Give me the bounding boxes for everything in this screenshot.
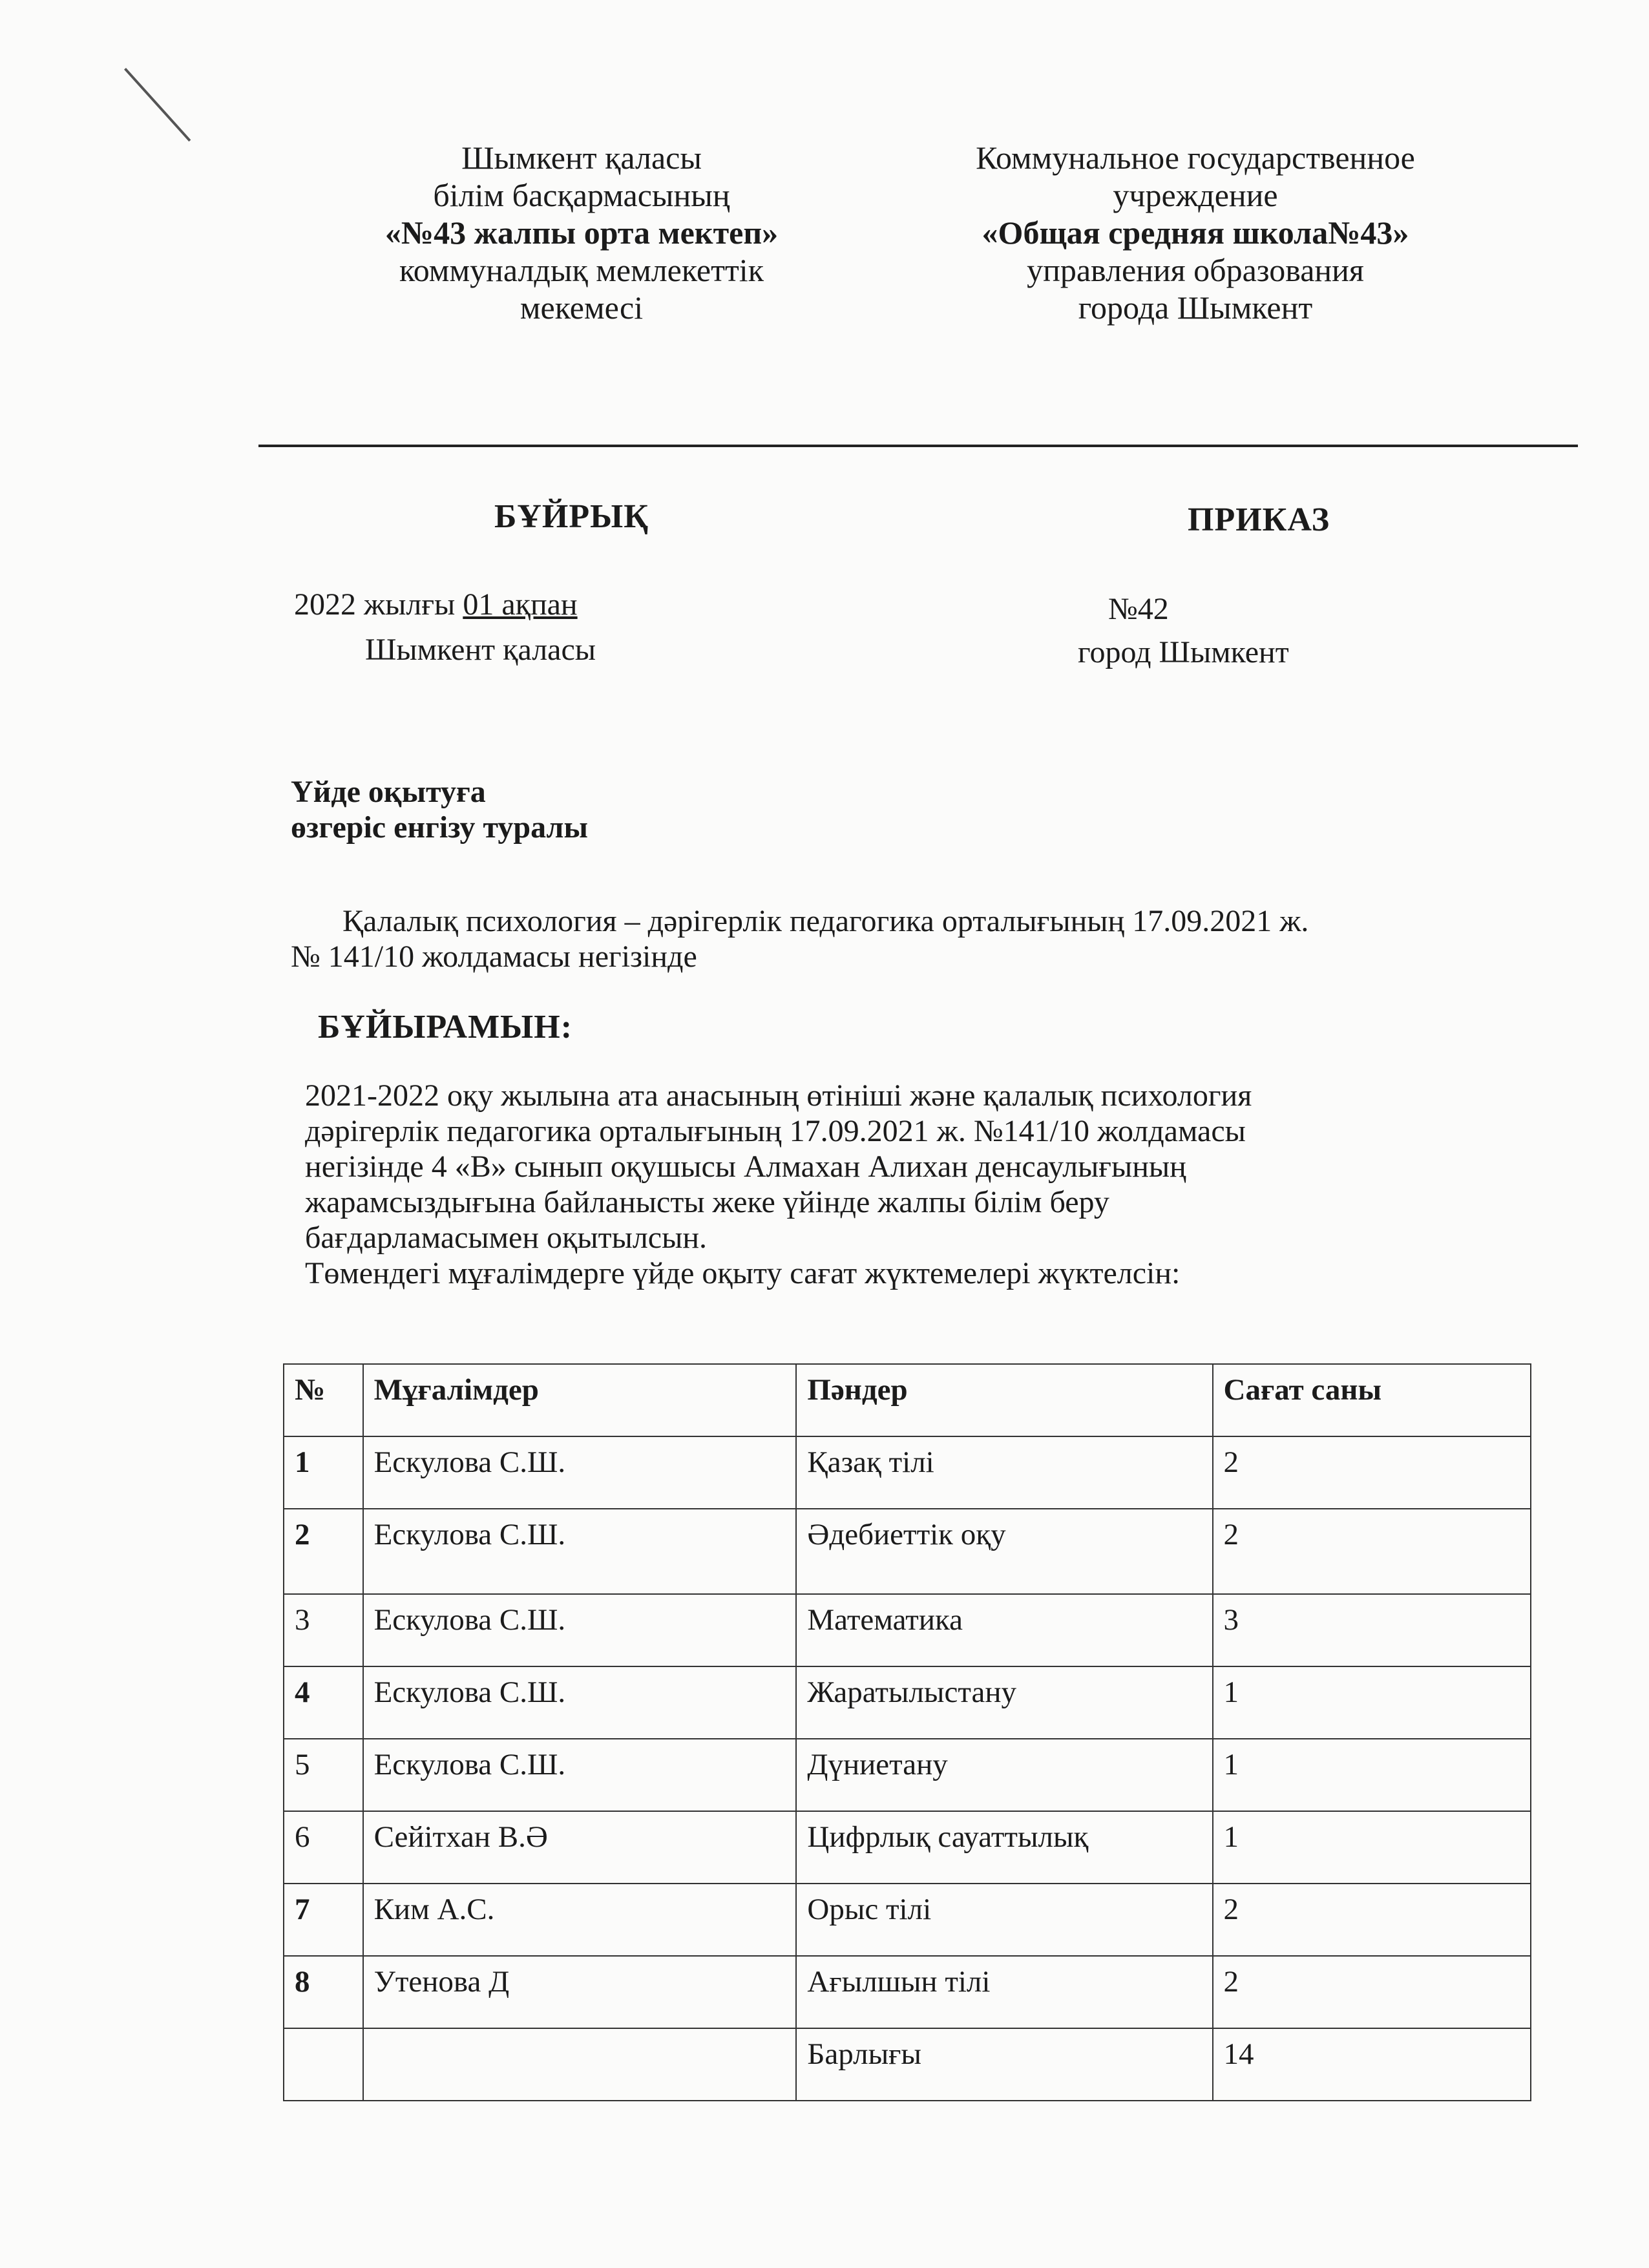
row-hours: 1 (1213, 1666, 1531, 1739)
table-row (284, 1739, 1531, 1811)
row-teacher: Ким А.С. (363, 1884, 797, 1956)
table-row (284, 1884, 1531, 1956)
row-subject: Әдебиеттік оқу (796, 1509, 1212, 1594)
header-kz-school: «№43 жалпы орта мектеп» (384, 215, 779, 251)
row-num: 6 (284, 1811, 363, 1884)
order-basis-line1: Қалалық психология – дәрігерлік педагогика орталығының 17.09.2021 ж. (342, 904, 1309, 938)
teachers-table (283, 1363, 1531, 2101)
row-hours: 14 (1213, 2028, 1531, 2101)
row-subject: Қазақ тілі (796, 1436, 1212, 1509)
header-subjects: Пәндер (796, 1364, 1212, 1436)
row-hours: 2 (1213, 1509, 1531, 1594)
order-city-ru: город Шымкент (1078, 635, 1289, 669)
order-title-kz: БҰЙРЫҚ (494, 498, 649, 535)
row-subject: Орыс тілі (796, 1884, 1212, 1956)
row-subject: Барлығы (796, 2028, 1212, 2101)
order-date (294, 587, 578, 622)
row-subject: Цифрлық сауаттылық (796, 1811, 1212, 1884)
header-hours: Сағат саны (1213, 1364, 1531, 1436)
table-header-row (284, 1364, 1531, 1436)
header-kz-line2: білім басқармасының (433, 177, 730, 213)
body-line: жарамсыздығына байланысты жеке үйінде жалпы білім беру (305, 1185, 1109, 1219)
header-ru-line5: города Шымкент (1078, 289, 1313, 326)
order-subject-line1: Үйде оқытуға (291, 775, 486, 809)
scan-mark (124, 68, 191, 142)
row-hours: 2 (1213, 1884, 1531, 1956)
body-line: бағдарламасымен оқытылсын. (305, 1221, 708, 1255)
row-num: 7 (284, 1884, 363, 1956)
header-ru-line4: управления образования (1027, 252, 1364, 288)
header-kz-line4: коммуналдық мемлекеттік (399, 252, 764, 288)
row-teacher: Сейітхан В.Ә (363, 1811, 797, 1884)
order-number: №42 (1108, 592, 1169, 626)
header-kz (323, 139, 840, 326)
row-num: 4 (284, 1666, 363, 1739)
row-hours: 3 (1213, 1594, 1531, 1666)
row-teacher: Ескулова С.Ш. (363, 1594, 797, 1666)
body-line: Төмендегі мұғалімдерге үйде оқыту сағат жүктемелері жүктелсін: (305, 1256, 1181, 1290)
order-date-day: 01 ақпан (463, 587, 578, 622)
table-row (284, 1666, 1531, 1739)
row-teacher: Ескулова С.Ш. (363, 1509, 797, 1594)
header-ru-line1: Коммунальное государственное (976, 140, 1415, 176)
row-teacher: Ескулова С.Ш. (363, 1666, 797, 1739)
table-row (284, 1594, 1531, 1666)
body-line: негізінде 4 «В» сынып оқушысы Алмахан Алихан денсаулығының (305, 1150, 1186, 1184)
header-num: № (284, 1364, 363, 1436)
header-kz-line5: мекемесі (520, 289, 644, 326)
row-teacher (363, 2028, 797, 2101)
table-row (284, 1436, 1531, 1509)
row-teacher: Ескулова С.Ш. (363, 1739, 797, 1811)
body-line: 2021-2022 оқу жылына ата анасының өтініші және қалалық психология (305, 1078, 1252, 1113)
header-teachers: Мұғалімдер (363, 1364, 797, 1436)
order-command: БҰЙЫРАМЫН: (318, 1009, 573, 1045)
row-num: 3 (284, 1594, 363, 1666)
order-date-prefix: 2022 жылғы (294, 587, 463, 622)
order-subject-line2: өзгеріс енгізу туралы (291, 810, 588, 845)
order-city-kz: Шымкент қаласы (365, 633, 596, 667)
row-hours: 2 (1213, 1436, 1531, 1509)
order-basis-line2: № 141/10 жолдамасы негізінде (291, 940, 697, 974)
order-subject (291, 774, 588, 845)
header-ru (905, 139, 1486, 326)
row-hours: 2 (1213, 1956, 1531, 2028)
header-ru-school: «Общая средняя школа№43» (982, 215, 1409, 251)
row-subject: Дүниетану (796, 1739, 1212, 1811)
order-title-ru: ПРИКАЗ (1188, 501, 1330, 538)
row-hours: 1 (1213, 1811, 1531, 1884)
row-subject: Математика (796, 1594, 1212, 1666)
row-teacher: Утенова Д (363, 1956, 797, 2028)
row-num: 1 (284, 1436, 363, 1509)
body-line: дәрігерлік педагогика орталығының 17.09.2021 ж. №141/10 жолдамасы (305, 1114, 1246, 1148)
row-subject: Ағылшын тілі (796, 1956, 1212, 2028)
row-num: 2 (284, 1509, 363, 1594)
row-num: 5 (284, 1739, 363, 1811)
order-body (305, 1078, 1546, 1291)
table-row (284, 1509, 1531, 1594)
header-ru-line2: учреждение (1113, 177, 1278, 213)
row-num: 8 (284, 1956, 363, 2028)
table-total-row (284, 2028, 1531, 2101)
row-hours: 1 (1213, 1739, 1531, 1811)
table-row (284, 1956, 1531, 2028)
row-teacher: Ескулова С.Ш. (363, 1436, 797, 1509)
table-row (284, 1811, 1531, 1884)
row-num (284, 2028, 363, 2101)
order-basis (291, 903, 1557, 974)
header-kz-line1: Шымкент қаласы (461, 140, 702, 176)
header-divider (258, 445, 1578, 447)
row-subject: Жаратылыстану (796, 1666, 1212, 1739)
